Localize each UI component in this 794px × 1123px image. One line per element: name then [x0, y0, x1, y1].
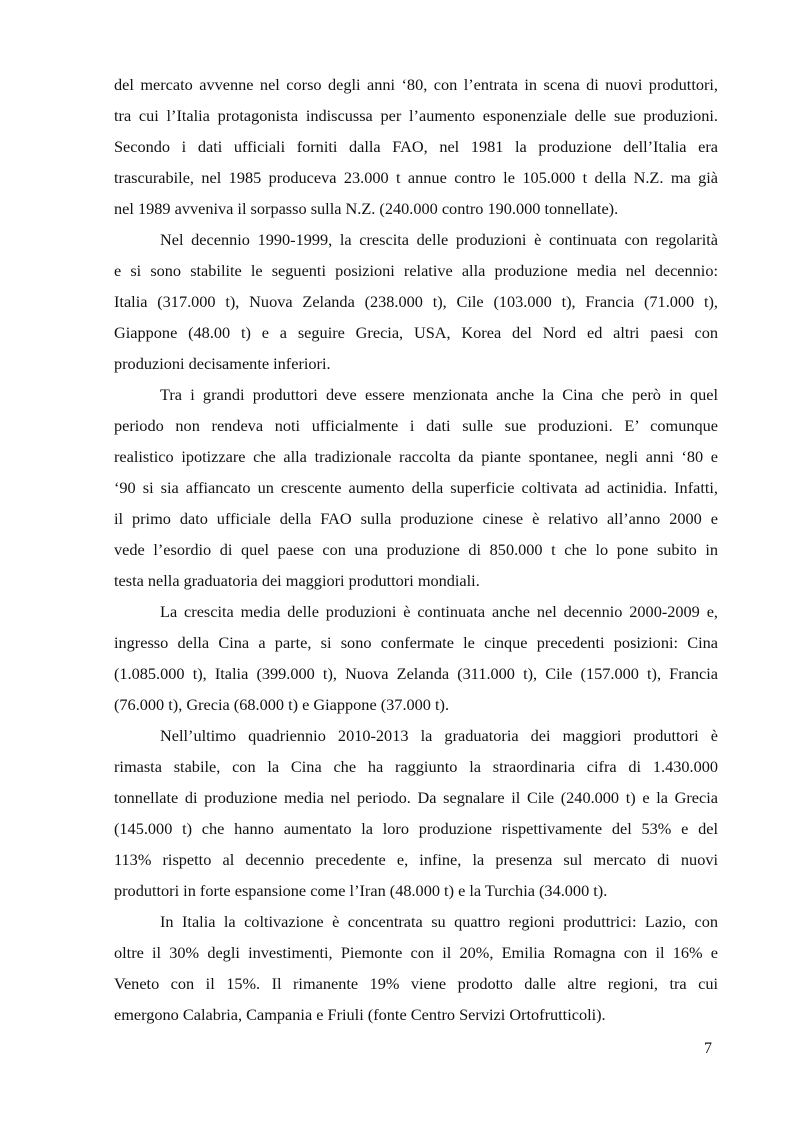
text-line: Italia (317.000 t), Nuova Zelanda (238.000 t), Cile (103.000 t), Francia (71.000 t),: [114, 292, 718, 311]
text-line: (76.000 t), Grecia (68.000 t) e Giappone (37.000 t).: [114, 695, 450, 714]
text-line: produttori in forte espansione come l’Iran (48.000 t) e la Turchia (34.000 t).: [114, 881, 608, 900]
paragraph-china: [114, 379, 718, 596]
paragraph-2010-2013: [114, 720, 718, 906]
text-line: rimasta stabile, con la Cina che ha raggiunto la straordinaria cifra di 1.430.000: [114, 757, 718, 776]
text-line: il primo dato ufficiale della FAO sulla produzione cinese è relativo all’anno 2000 e: [114, 509, 718, 528]
text-line: oltre il 30% degli investimenti, Piemonte con il 20%, Emilia Romagna con il 16% e: [114, 943, 718, 962]
text-line: Secondo i dati ufficiali forniti dalla FAO, nel 1981 la produzione dell’Italia era: [114, 137, 718, 156]
text-line: emergono Calabria, Campania e Friuli (fonte Centro Servizi Ortofrutticoli).: [114, 1005, 606, 1024]
paragraph-market-history: [114, 69, 718, 224]
text-line: periodo non rendeva noti ufficialmente i dati sulle sue produzioni. E’ comunque: [114, 416, 718, 435]
text-line: del mercato avvenne nel corso degli anni ‘80, con l’entrata in scena di nuovi produttori,: [114, 75, 718, 94]
text-line: trascurabile, nel 1985 produceva 23.000 t annue contro le 105.000 t della N.Z. ma già: [114, 168, 718, 187]
text-line: (1.085.000 t), Italia (399.000 t), Nuova Zelanda (311.000 t), Cile (157.000 t), Francia: [114, 664, 718, 683]
text-line: testa nella graduatoria dei maggiori produttori mondiali.: [114, 571, 480, 590]
text-line: tra cui l’Italia protagonista indiscussa per l’aumento esponenziale delle sue produzioni.: [114, 106, 718, 125]
text-line: Nell’ultimo quadriennio 2010-2013 la graduatoria dei maggiori produttori è: [160, 726, 718, 745]
paragraph-2000-2009: [114, 596, 718, 720]
text-line: 113% rispetto al decennio precedente e, infine, la presenza sul mercato di nuovi: [114, 850, 718, 869]
text-line: tonnellate di produzione media nel periodo. Da segnalare il Cile (240.000 t) e la Grecia: [114, 788, 718, 807]
page-number: 7: [704, 1040, 712, 1057]
text-line: La crescita media delle produzioni è continuata anche nel decennio 2000-2009 e,: [160, 602, 718, 621]
text-line: ‘90 si sia affiancato un crescente aumento della superficie coltivata ad actinidia. Infatti,: [114, 478, 718, 497]
paragraph-1990-1999: [114, 224, 718, 379]
text-line: Giappone (48.00 t) e a seguire Grecia, USA, Korea del Nord ed altri paesi con: [114, 323, 718, 342]
document-body: [114, 69, 718, 1030]
paragraph-italy-regions: [114, 906, 718, 1030]
text-line: In Italia la coltivazione è concentrata su quattro regioni produttrici: Lazio, con: [160, 912, 718, 931]
text-line: Veneto con il 15%. Il rimanente 19% viene prodotto dalle altre regioni, tra cui: [114, 974, 718, 993]
text-line: ingresso della Cina a parte, si sono confermate le cinque precedenti posizioni: Cina: [114, 633, 718, 652]
text-line: Tra i grandi produttori deve essere menzionata anche la Cina che però in quel: [160, 385, 718, 404]
text-line: (145.000 t) che hanno aumentato la loro produzione rispettivamente del 53% e del: [114, 819, 718, 838]
text-line: e si sono stabilite le seguenti posizioni relative alla produzione media nel decennio:: [114, 261, 718, 280]
text-line: realistico ipotizzare che alla tradizionale raccolta da piante spontanee, negli anni ‘80 e: [114, 447, 718, 466]
text-line: produzioni decisamente inferiori.: [114, 354, 331, 373]
text-line: vede l’esordio di quel paese con una produzione di 850.000 t che lo pone subito in: [114, 540, 718, 559]
text-line: nel 1989 avveniva il sorpasso sulla N.Z. (240.000 contro 190.000 tonnellate).: [114, 199, 619, 218]
text-line: Nel decennio 1990-1999, la crescita delle produzioni è continuata con regolarità: [160, 230, 718, 249]
